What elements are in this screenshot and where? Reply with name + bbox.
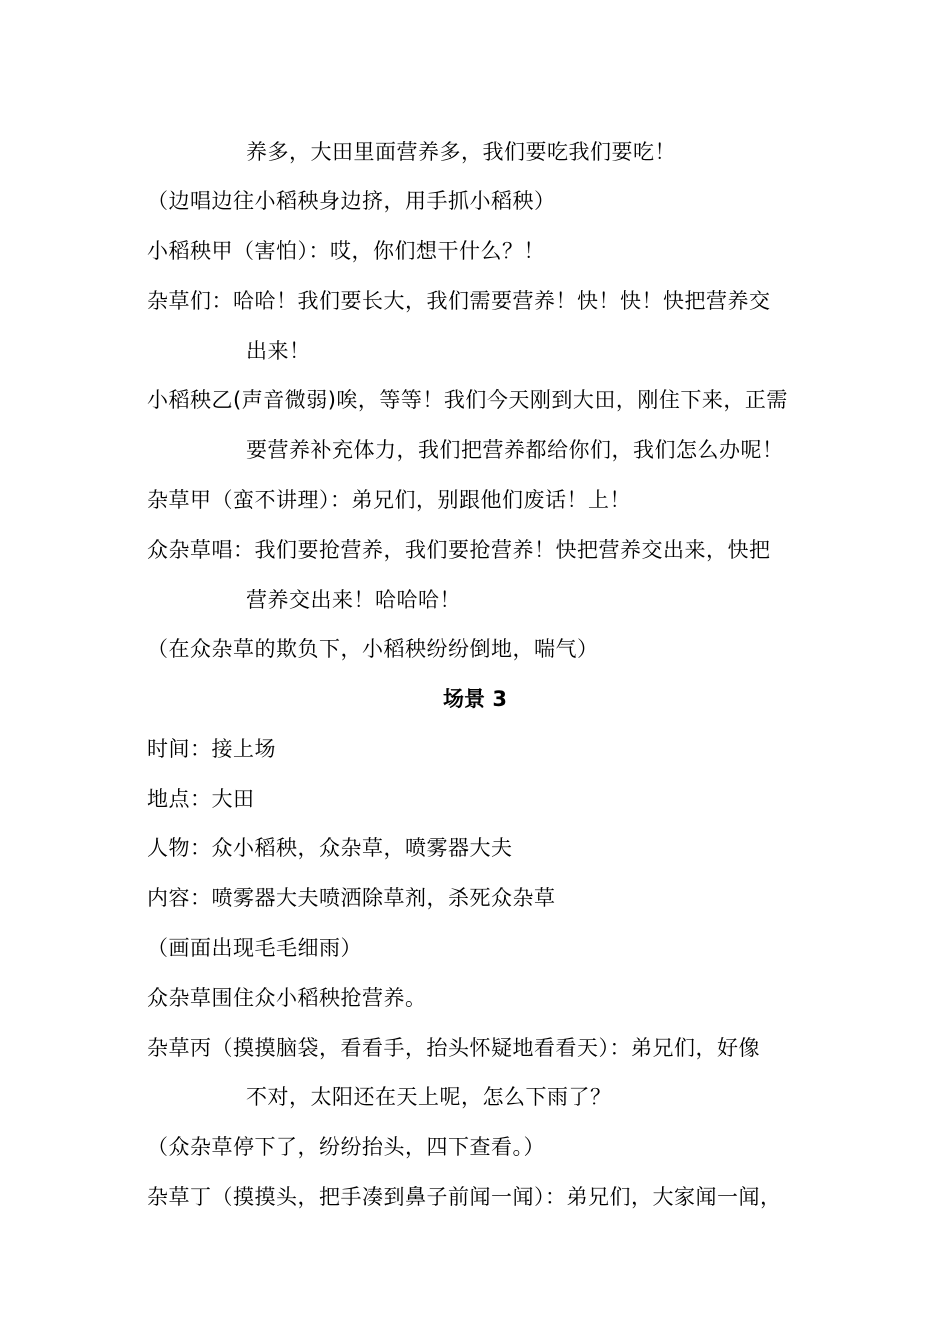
stage-direction: （众杂草停下了，纷纷抬头，四下查看。） — [147, 1135, 545, 1159]
dialogue-line: 养多，大田里面营养多，我们要吃我们要吃！ — [246, 140, 676, 164]
scene-heading: 场景 3 — [443, 687, 507, 711]
scene-time: 时间：接上场 — [147, 737, 276, 761]
dialogue-line: 杂草丁（摸摸头，把手凑到鼻子前闻一闻）：弟兄们，大家闻一闻， — [147, 1185, 782, 1209]
dialogue-line: 小稻秧甲（害怕）：哎，你们想干什么？！ — [147, 239, 545, 263]
dialogue-line: 杂草丙（摸摸脑袋，看看手，抬头怀疑地看看天）：弟兄们，好像 — [147, 1036, 760, 1060]
dialogue-line: 杂草们：哈哈！我们要长大，我们需要营养！快！快！快把营养交 — [147, 289, 771, 313]
scene-location: 地点：大田 — [147, 787, 255, 811]
dialogue-line: 杂草甲（蛮不讲理）：弟兄们，别跟他们废话！上！ — [147, 488, 631, 512]
dialogue-continuation: 营养交出来！哈哈哈！ — [246, 588, 461, 612]
dialogue-line: 小稻秧乙(声音微弱)唉，等等！我们今天刚到大田，刚住下来，正需 — [147, 388, 788, 412]
dialogue-continuation: 不对，太阳还在天上呢，怎么下雨了？ — [246, 1085, 612, 1109]
scene-characters: 人物：众小稻秧，众杂草，喷雾器大夫 — [147, 836, 513, 860]
dialogue-line: 众杂草唱：我们要抢营养，我们要抢营养！快把营养交出来，快把 — [147, 538, 771, 562]
dialogue-continuation: 出来！ — [246, 339, 311, 363]
stage-direction: （边唱边往小稻秧身边挤，用手抓小稻秧） — [147, 189, 556, 213]
narration-line: 众杂草围住众小稻秧抢营养。 — [147, 986, 427, 1010]
dialogue-continuation: 要营养补充体力，我们把营养都给你们，我们怎么办呢！ — [246, 438, 784, 462]
scene-content: 内容：喷雾器大夫喷洒除草剂，杀死众杂草 — [147, 886, 556, 910]
stage-direction: （画面出现毛毛细雨） — [147, 936, 362, 960]
stage-direction: （在众杂草的欺负下，小稻秧纷纷倒地，喘气） — [147, 637, 599, 661]
